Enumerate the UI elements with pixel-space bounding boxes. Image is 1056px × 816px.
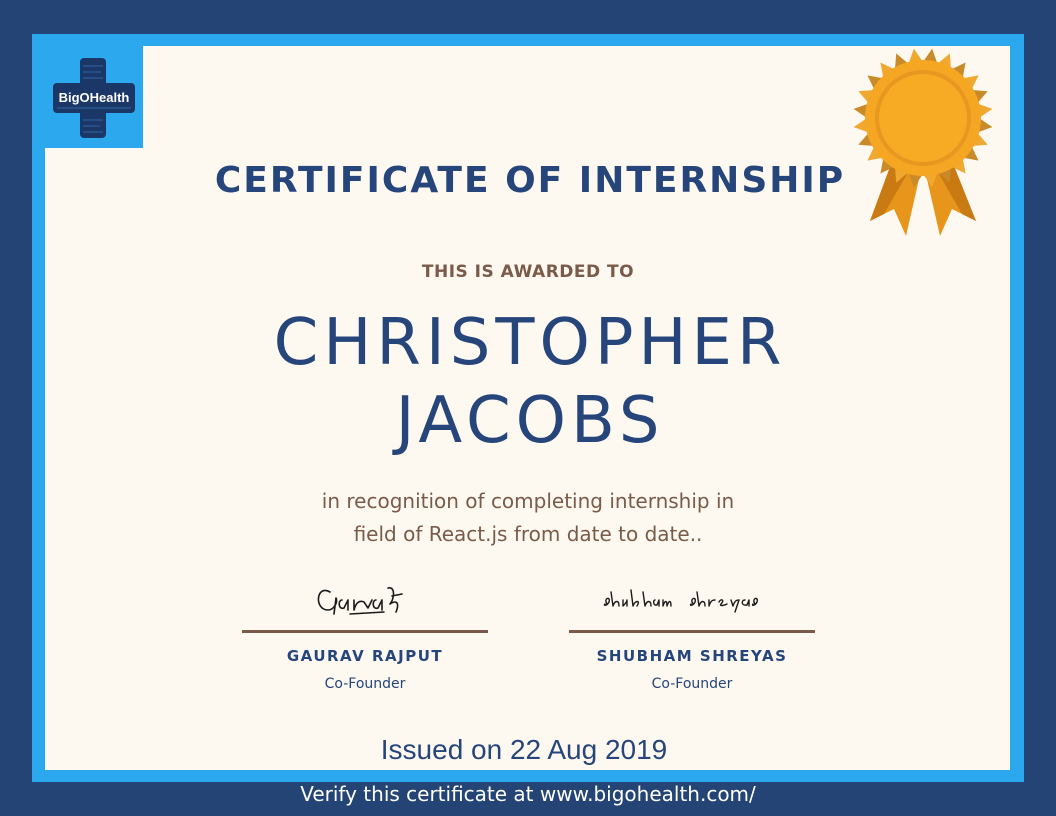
signatory-shubham: [569, 570, 815, 692]
signatory-name: SHUBHAM SHREYAS: [596, 647, 788, 665]
signatory-gaurav: [242, 570, 488, 692]
signature-image: [597, 570, 787, 626]
signature-line: [242, 630, 488, 633]
recipient-name-line2: JACOBS: [395, 384, 665, 458]
recipient-name-line1: CHRISTOPHER: [273, 306, 787, 380]
certificate-title: CERTIFICATE OF INTERNSHIP: [214, 160, 846, 201]
recognition-text: [228, 485, 828, 551]
signature-image: [310, 570, 420, 626]
recognition-line1: in recognition of completing internship in: [321, 489, 735, 513]
bigohealth-logo: [45, 46, 143, 148]
award-ribbon-icon: [850, 46, 996, 246]
signatory-name: GAURAV RAJPUT: [286, 647, 444, 665]
signatory-role: Co-Founder: [651, 676, 733, 692]
recognition-line2: field of React.js from date to date..: [353, 522, 703, 546]
verify-link-text: Verify this certificate at www.bigohealth.com/: [300, 782, 756, 806]
awarded-to-label: THIS IS AWARDED TO: [421, 262, 635, 282]
signature-line: [569, 630, 815, 633]
recipient-name: [180, 304, 880, 460]
logo-text: BigOHealth: [58, 90, 130, 105]
issued-date: Issued on 22 Aug 2019: [380, 734, 668, 765]
signatory-role: Co-Founder: [324, 676, 406, 692]
